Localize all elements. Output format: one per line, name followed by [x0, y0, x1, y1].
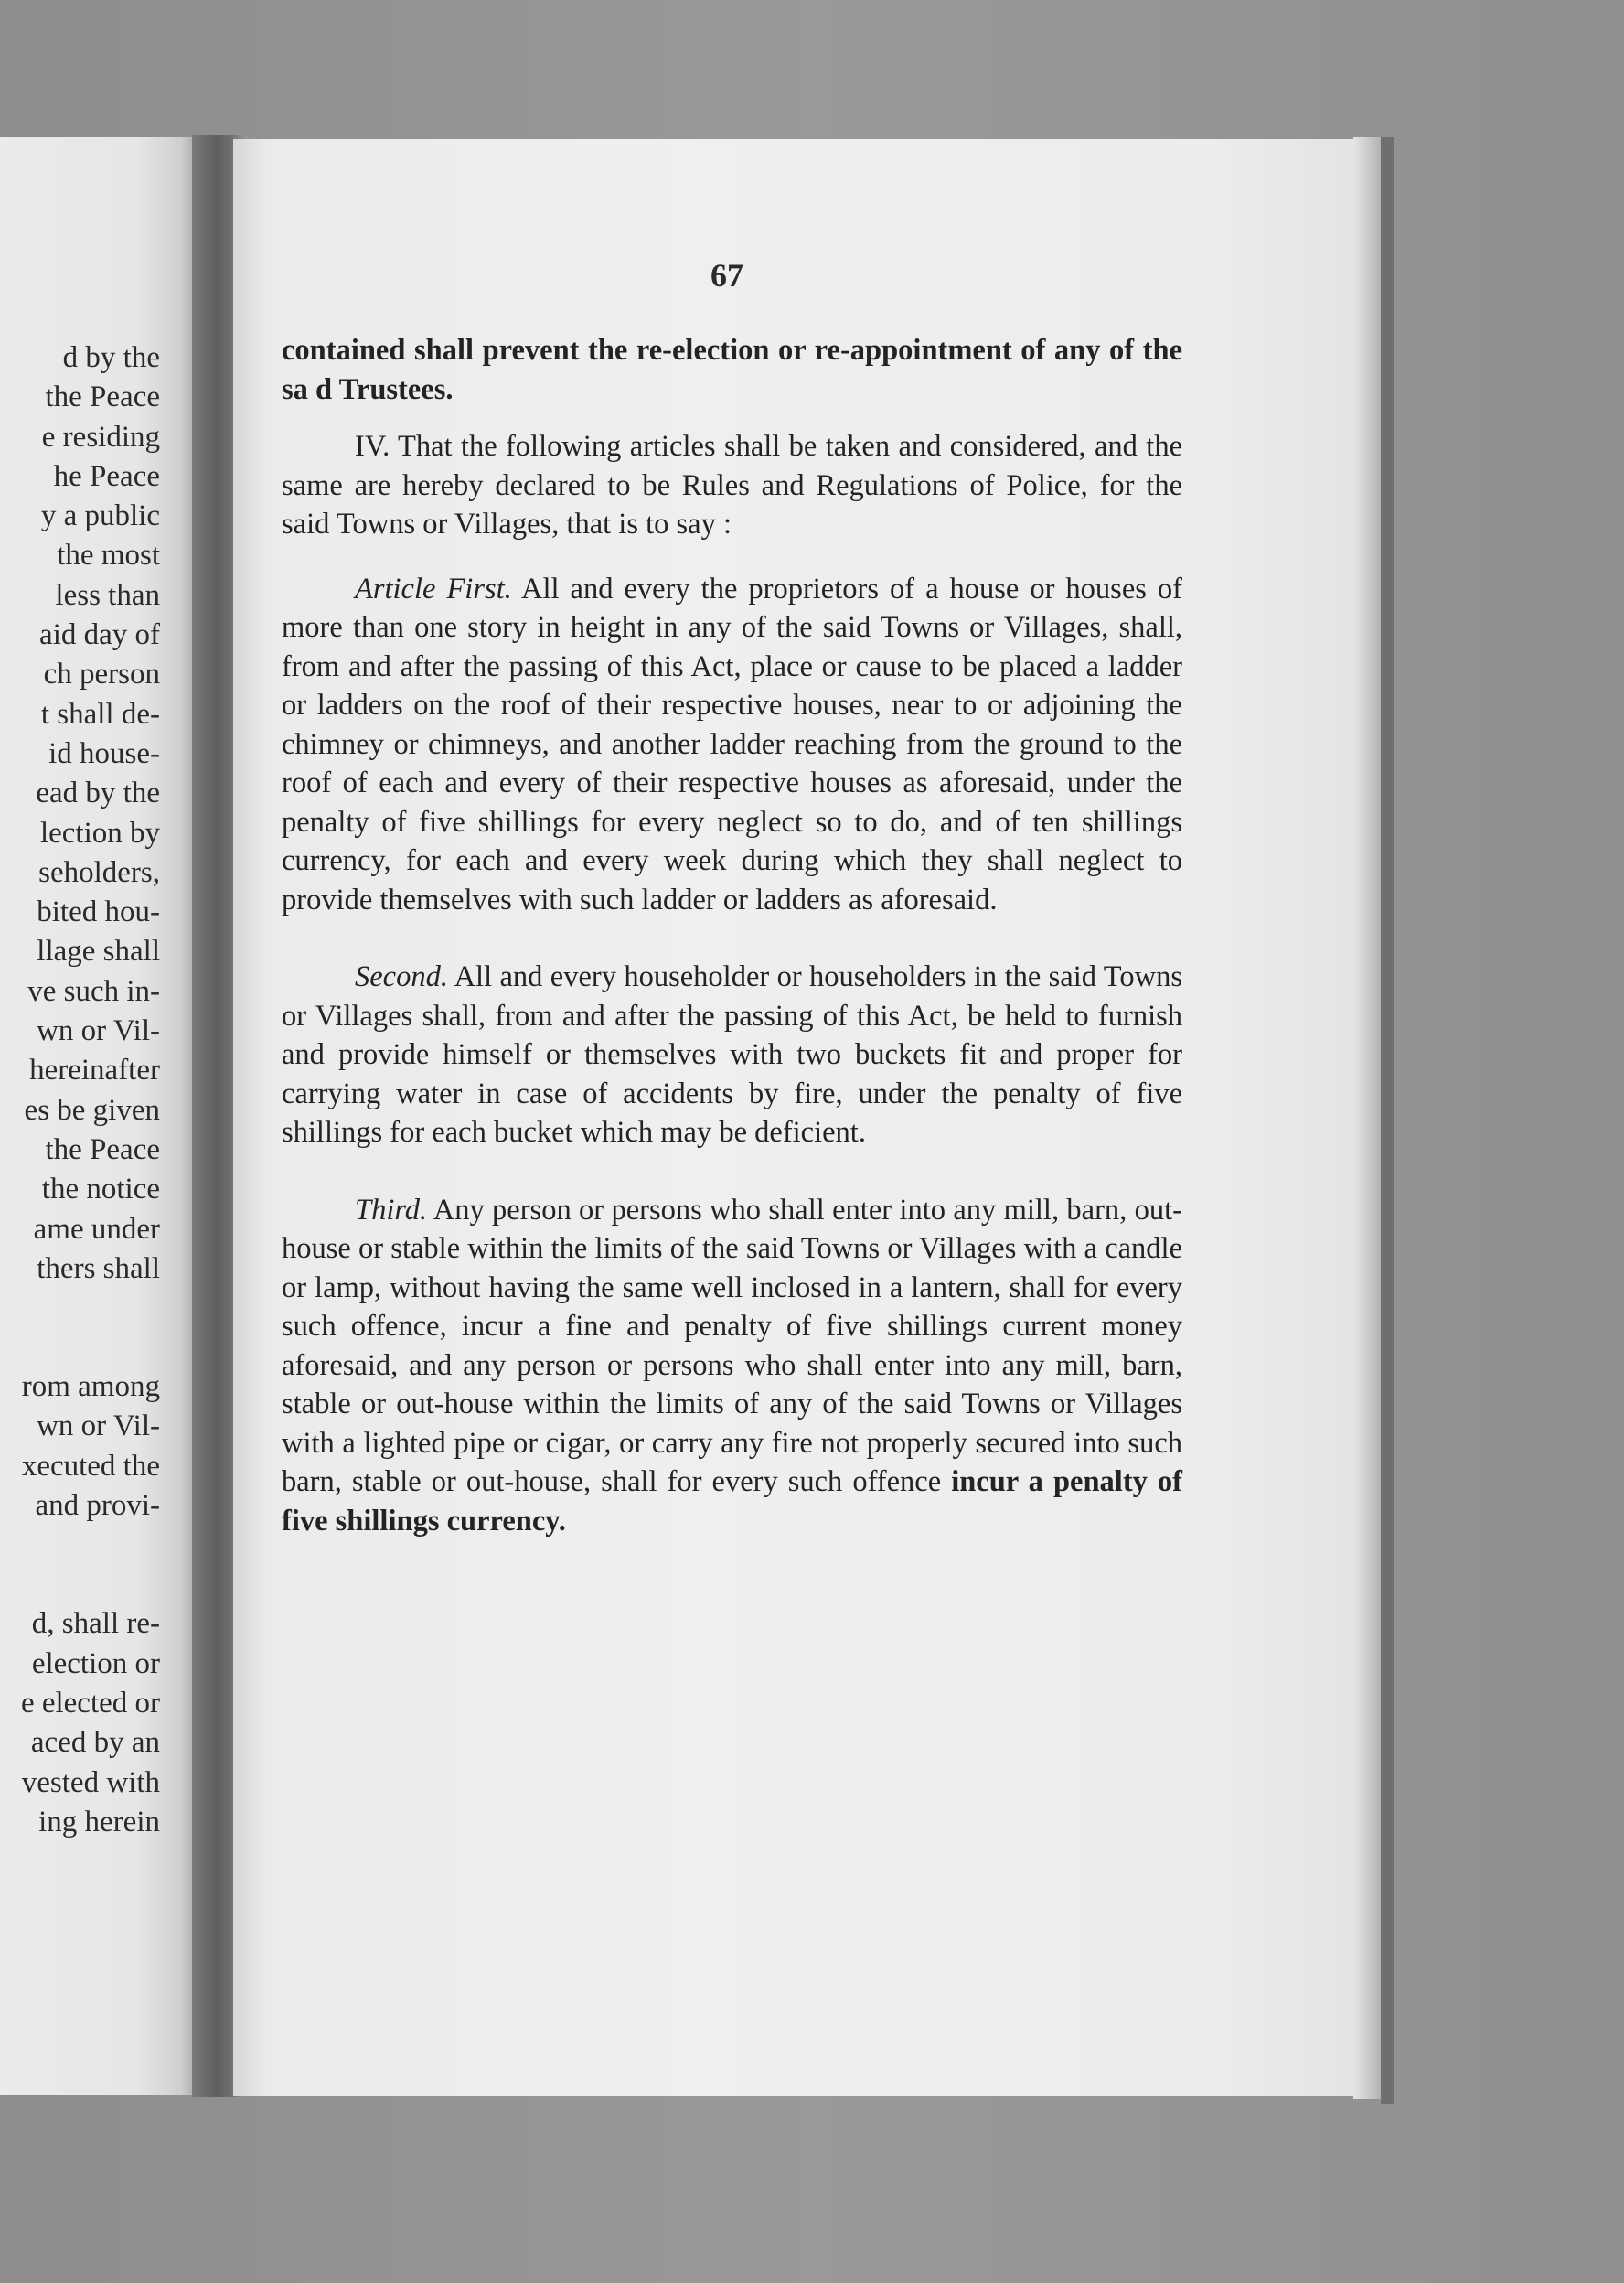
article-second-text: All and every householder or householders in the said Towns or Villages shall, from and after the passing of this Act, be held to furnish and provide himself or themselves with two buckets fit and proper for carrying water in case of accidents by fire, under the penalty of five shillings for each bucket which may be deficient.: [282, 960, 1182, 1149]
left-line: the Peace: [45, 380, 160, 414]
article-first-lead: Article First.: [355, 572, 512, 606]
page-number: 67: [710, 257, 743, 294]
left-line: llage shall: [37, 935, 160, 969]
left-facing-page: [0, 137, 197, 2095]
left-line: seholders,: [38, 855, 160, 889]
article-third-paragraph: [282, 1191, 1182, 1541]
left-line: lection by: [39, 816, 160, 850]
left-line: election or: [31, 1646, 160, 1680]
left-line: the Peace: [45, 1132, 160, 1166]
left-line: xecuted the: [21, 1449, 160, 1483]
left-line: the most: [57, 539, 160, 573]
left-line: e residing: [41, 420, 160, 454]
left-line: ame under: [33, 1212, 160, 1246]
left-line: bited hou-: [37, 895, 160, 929]
left-line: vested with: [21, 1765, 160, 1799]
continuation-paragraph: contained shall prevent the re-election or re-appointment of any of the sa d Trustees.: [282, 334, 1182, 406]
left-line: es be given: [24, 1093, 160, 1127]
left-line: wn or Vil-: [37, 1014, 160, 1048]
left-line: ead by the: [36, 777, 160, 810]
article-second-lead: Second.: [355, 960, 448, 993]
article-third-end: incur a penalty of five shillings currency.: [282, 1465, 1182, 1538]
article-first-text: All and every the proprietors of a house or houses of more than one story in height in any of the said Towns or Villages, shall, from and after the passing of this Act, place or cause to be placed a ladder or ladders on the roof of their respective houses, near to or adjoining the chimney or chimneys, and another ladder reaching from the ground to the roof of each and every of their respective houses as aforesaid, under the penalty of five shillings for every neglect so to do, and of ten shillings currency, for each and every week during which they shall neglect to provide themselves with such ladder or ladders as aforesaid.: [282, 572, 1182, 916]
left-line: id house-: [48, 736, 160, 770]
article-first-paragraph: [282, 570, 1182, 920]
left-line: and provi-: [35, 1489, 160, 1523]
left-line: y a public: [40, 499, 160, 533]
article-second-paragraph: [282, 958, 1182, 1152]
left-line: rom among: [21, 1370, 160, 1404]
section-iv-paragraph: IV. That the following articles shall be taken and considered, and the same are hereby declared to be Rules and Regulations of Police, for the said Towns or Villages, that is to say :: [282, 430, 1182, 541]
left-line: e elected or: [20, 1686, 160, 1720]
left-page-text: [21, 338, 160, 1842]
paragraph-gap: [21, 1289, 160, 1367]
left-line: d, shall re-: [31, 1607, 160, 1641]
left-line: wn or Vil-: [37, 1409, 160, 1443]
left-line: he Peace: [53, 459, 160, 493]
left-line: ing herein: [38, 1805, 160, 1838]
page-body: [282, 331, 1182, 1566]
article-third-lead: Third.: [355, 1193, 428, 1227]
left-line: thers shall: [37, 1251, 160, 1285]
left-line: ve such in-: [27, 974, 160, 1008]
left-line: aid day of: [39, 618, 160, 652]
left-line: t shall de-: [40, 697, 160, 731]
left-line: less than: [55, 578, 160, 612]
left-line: d by the: [62, 341, 160, 374]
page-shadow-edge: [1381, 137, 1394, 2104]
left-line: the notice: [41, 1173, 160, 1206]
left-line: hereinafter: [29, 1054, 160, 1088]
paragraph-gap: [21, 1526, 160, 1604]
article-third-text: Any person or persons who shall enter into any mill, barn, out-house or stable within the limits of the said Towns or Villages with a candle or lamp, without having the same well inclosed in a lantern, shall for every such offence, incur a fine and penalty of five shillings current money aforesaid, and any person or persons who shall enter into any mill, barn, stable or out-house within the limits of any of the said Towns or Villages with a lighted pipe or cigar, or carry any fire not properly secured into such barn, stable or out-house, shall for every such offence: [282, 1193, 1182, 1498]
left-line: aced by an: [30, 1726, 160, 1760]
left-line: ch person: [43, 658, 160, 691]
page-stack-edge: [1353, 137, 1384, 2099]
